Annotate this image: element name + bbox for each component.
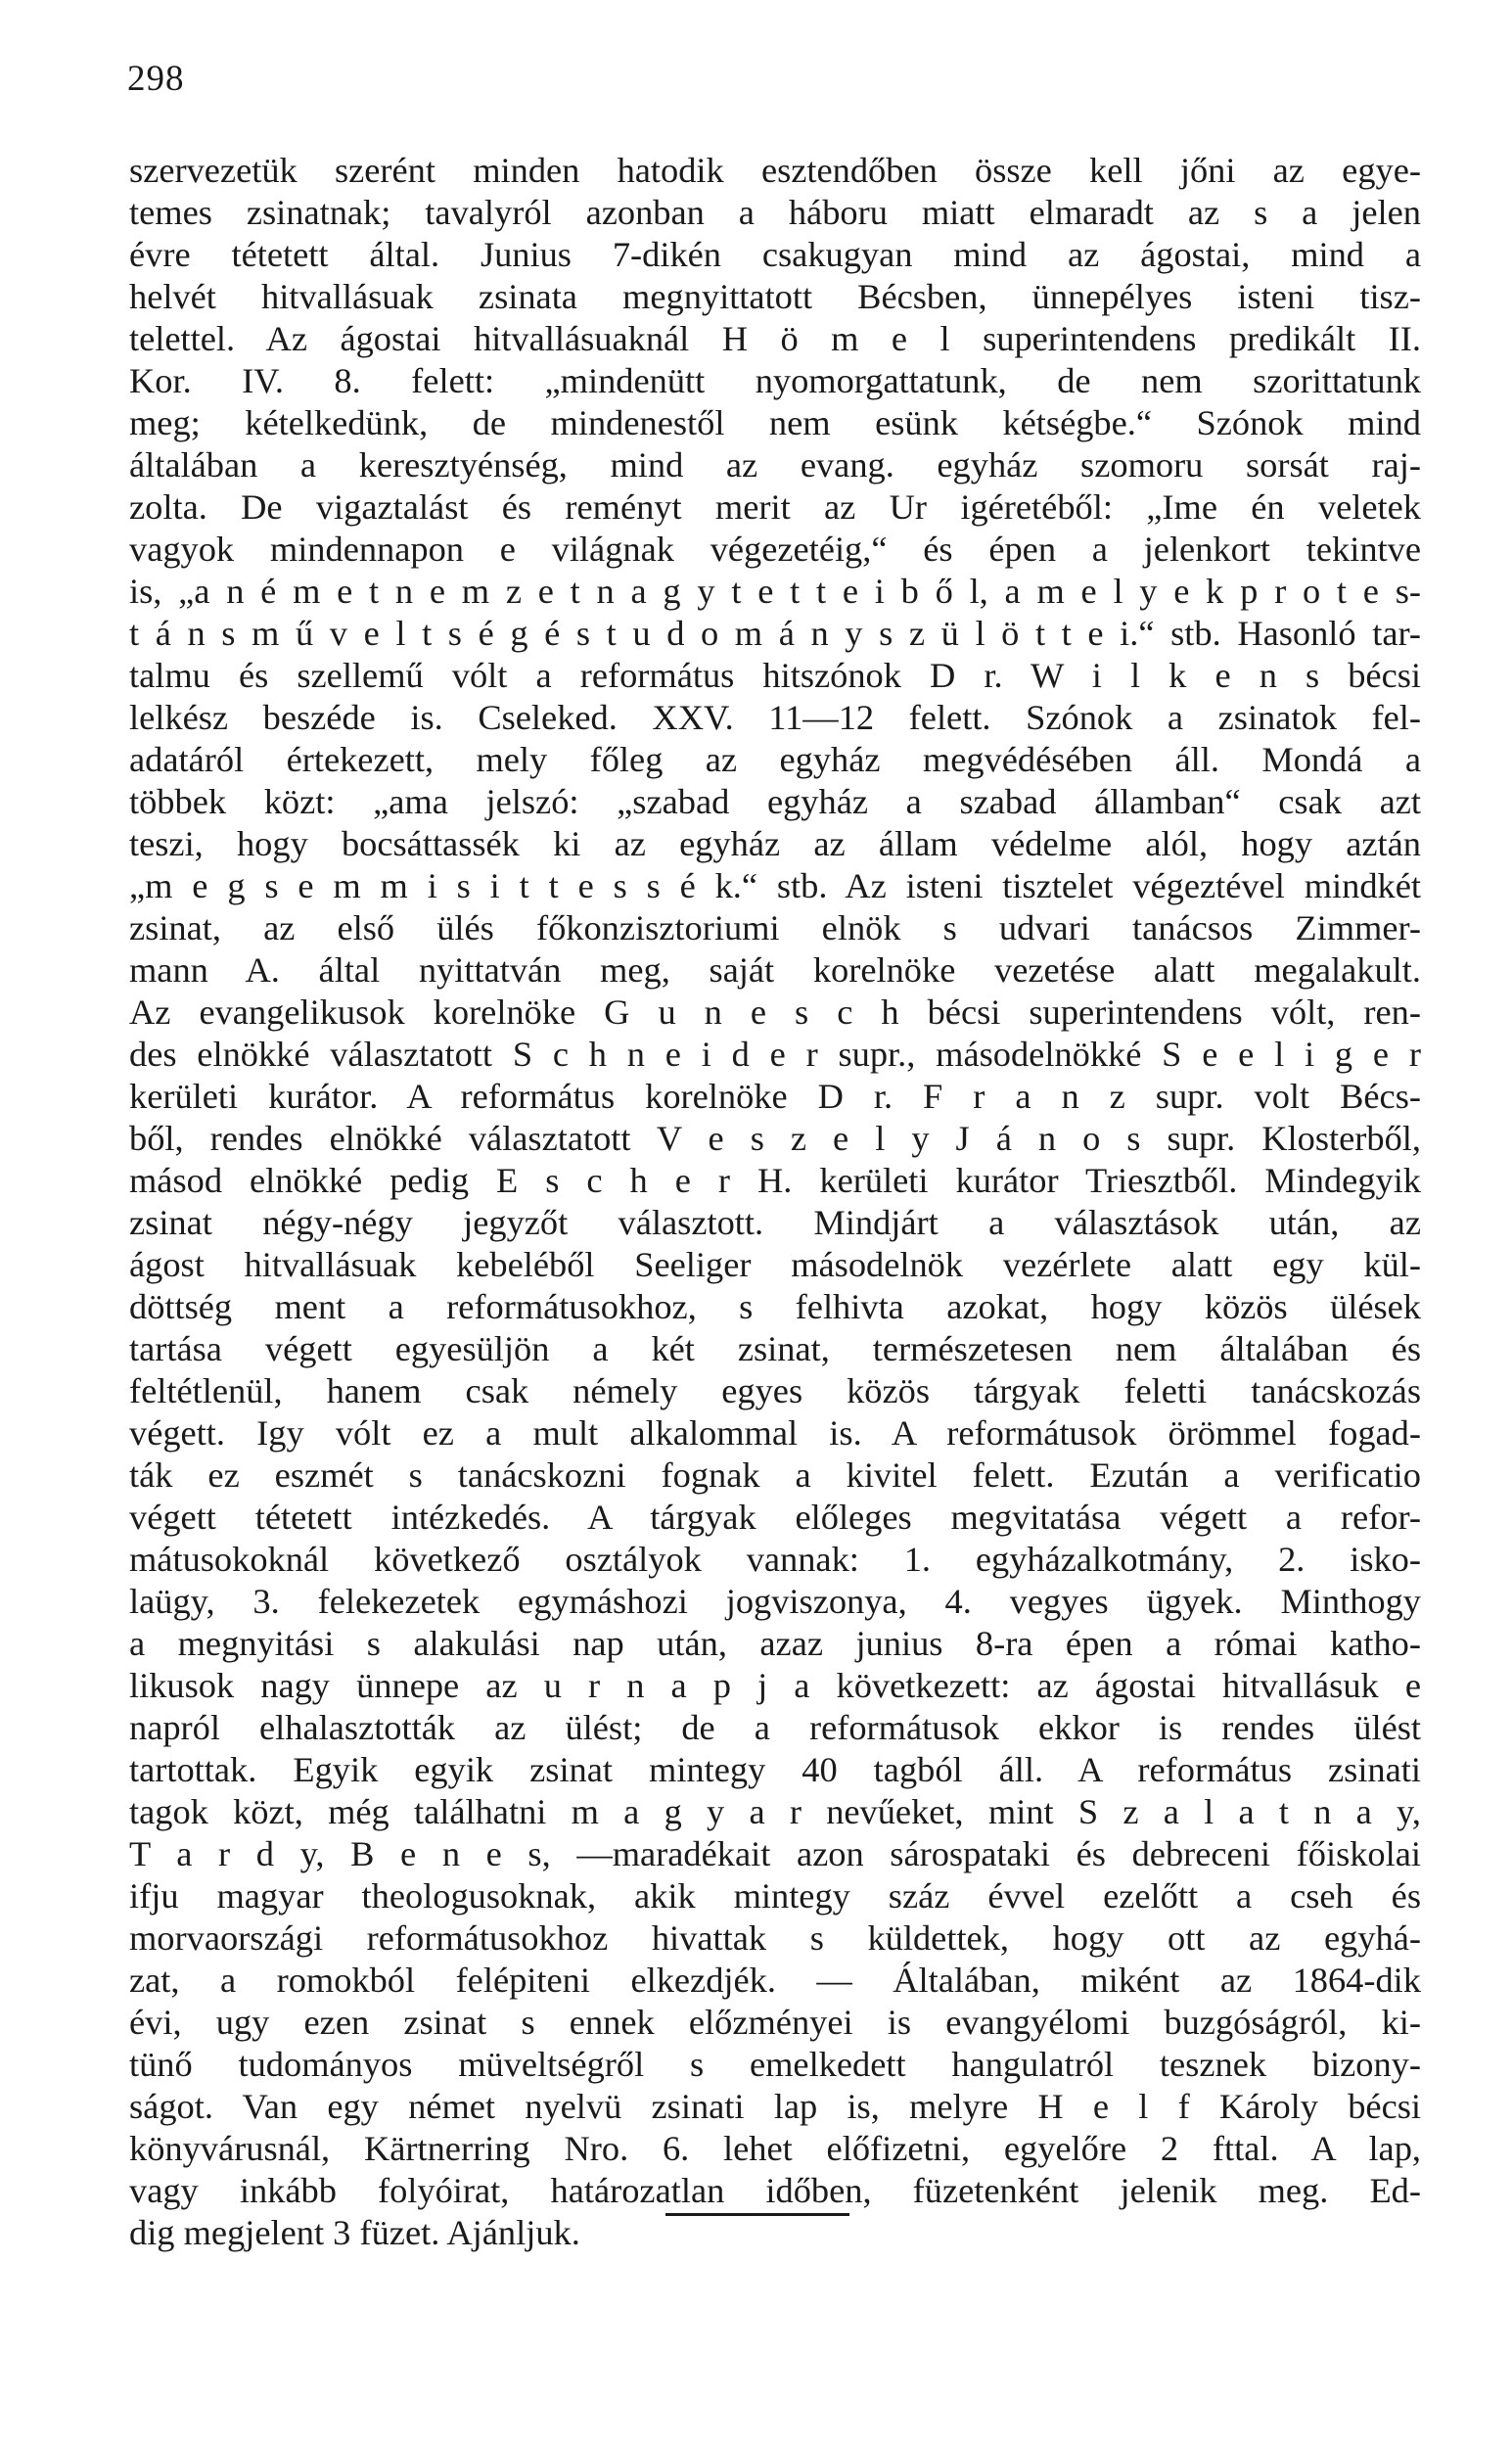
- text-line: „m e g s e m m i s i t t e s s é k.“ stb. Az isteni tisztelet végeztével mindkét: [129, 866, 1421, 905]
- text-line: végett tétetett intézkedés. A tárgyak előleges megvitatása végett a refor-: [129, 1498, 1421, 1537]
- text-line: tartása végett egyesüljön a két zsinat, természetesen nem általában és: [129, 1329, 1421, 1368]
- text-line: ágost hitvallásuak kebeléből Seeliger másodelnök vezérlete alatt egy kül-: [129, 1245, 1421, 1284]
- text-line: Az evangelikusok korelnöke G u n e s c h bécsi superintendens vólt, ren-: [129, 993, 1421, 1032]
- text-line: könyvárusnál, Kärtnerring Nro. 6. lehet előfizetni, egyelőre 2 fttal. A lap,: [129, 2129, 1421, 2168]
- text-line: temes zsinatnak; tavalyról azonban a háboru miatt elmaradt az s a jelen: [129, 193, 1421, 232]
- text-line: a megnyitási s alakulási nap után, azaz junius 8-ra épen a római katho-: [129, 1624, 1421, 1663]
- text-line: ságot. Van egy német nyelvü zsinati lap is, melyre H e l f Károly bécsi: [129, 2087, 1421, 2126]
- text-line: döttség ment a reformátusokhoz, s felhivta azokat, hogy közös ülések: [129, 1287, 1421, 1326]
- text-line: t á n s m ű v e l t s é g é s t u d o m á n y s z ü l ö t t e i.“ stb. Hasonló tar-: [129, 614, 1421, 653]
- text-line: évre tétetett által. Junius 7-dikén csakugyan mind az ágostai, mind a: [129, 235, 1421, 274]
- text-line: ták ez eszmét s tanácskozni fognak a kivitel felett. Ezután a verificatio: [129, 1455, 1421, 1495]
- text-line: kerületi kurátor. A református korelnöke D r. F r a n z supr. volt Bécs-: [129, 1077, 1421, 1116]
- text-line: dig megjelent 3 füzet. Ajánljuk.: [129, 2213, 580, 2252]
- text-line: zsinat, az első ülés főkonzisztoriumi elnök s udvari tanácsos Zimmer-: [129, 908, 1421, 947]
- text-line: feltétlenül, hanem csak némely egyes közös tárgyak feletti tanácskozás: [129, 1371, 1421, 1410]
- text-line: meg; kételkedünk, de mindenestől nem esünk kétségbe.“ Szónok mind: [129, 403, 1421, 442]
- text-line: tagok közt, még találhatni m a g y a r nevűeket, mint S z a l a t n a y,: [129, 1792, 1421, 1831]
- text-line: vagyok mindennapon e világnak végezetéig,“ és épen a jelenkort tekintve: [129, 530, 1421, 569]
- text-line: szervezetük szerént minden hatodik esztendőben össze kell jőni az egye-: [129, 151, 1421, 190]
- text-line: mann A. által nyittatván meg, saját korelnöke vezetése alatt megalakult.: [129, 950, 1421, 990]
- text-line: ből, rendes elnökké választatott V e s z e l y J á n o s supr. Klosterből,: [129, 1119, 1421, 1158]
- text-line: végett. Igy vólt ez a mult alkalommal is. A reformátusok örömmel fogad-: [129, 1413, 1421, 1453]
- text-line: helvét hitvallásuak zsinata megnyittatott Bécsben, ünnepélyes isteni tisz-: [129, 277, 1421, 316]
- page-number: 298: [127, 59, 185, 99]
- text-line: likusok nagy ünnepe az u r n a p j a következett: az ágostai hitvallásuk e: [129, 1666, 1421, 1705]
- text-line: laügy, 3. felekezetek egymáshozi jogviszonya, 4. vegyes ügyek. Minthogy: [129, 1582, 1421, 1621]
- text-line: telettel. Az ágostai hitvallásuaknál H ö m e l superintendens predikált II.: [129, 319, 1421, 358]
- end-rule-divider: [665, 2213, 849, 2216]
- text-line: morvaországi reformátusokhoz hivattak s küldettek, hogy ott az egyhá-: [129, 1918, 1421, 1958]
- text-line: zolta. De vigaztalást és reményt merit az Ur igéretéből: „Ime én veletek: [129, 487, 1421, 527]
- text-line: évi, ugy ezen zsinat s ennek előzményei is evangyélomi buzgóságról, ki-: [129, 2003, 1421, 2042]
- text-line: zsinat négy-négy jegyzőt választott. Mindjárt a választások után, az: [129, 1203, 1421, 1242]
- text-line: des elnökké választatott S c h n e i d e r supr., másodelnökké S e e l i g e r: [129, 1035, 1421, 1074]
- text-line: többek közt: „ama jelszó: „szabad egyház a szabad államban“ csak azt: [129, 782, 1421, 821]
- text-line: zat, a romokból felépiteni elkezdjék. — Általában, miként az 1864-dik: [129, 1961, 1421, 2000]
- text-line: másod elnökké pedig E s c h e r H. kerületi kurátor Triesztből. Mindegyik: [129, 1161, 1421, 1200]
- body-text: [129, 150, 1421, 2254]
- text-line: T a r d y, B e n e s, —maradékait azon sárospataki és debreceni főiskolai: [129, 1834, 1421, 1873]
- text-line: mátusokoknál következő osztályok vannak: 1. egyházalkotmány, 2. isko-: [129, 1540, 1421, 1579]
- text-line: általában a keresztyénség, mind az evang. egyház szomoru sorsát raj-: [129, 445, 1421, 485]
- text-line: teszi, hogy bocsáttassék ki az egyház az állam védelme alól, hogy aztán: [129, 824, 1421, 863]
- text-line: napról elhalasztották az ülést; de a reformátusok ekkor is rendes ülést: [129, 1708, 1421, 1747]
- text-line: vagy inkább folyóirat, határozatlan időben, füzetenként jelenik meg. Ed-: [129, 2171, 1421, 2210]
- text-line: lelkész beszéde is. Cseleked. XXV. 11—12 felett. Szónok a zsinatok fel-: [129, 698, 1421, 737]
- text-line: tünő tudományos müveltségről s emelkedett hangulatról tesznek bizony-: [129, 2045, 1421, 2084]
- text-line: talmu és szellemű vólt a református hitszónok D r. W i l k e n s bécsi: [129, 656, 1421, 695]
- text-line: ifju magyar theologusoknak, akik mintegy száz évvel ezelőtt a cseh és: [129, 1876, 1421, 1916]
- text-line: tartottak. Egyik egyik zsinat mintegy 40 tagból áll. A református zsinati: [129, 1750, 1421, 1789]
- text-line: is, „a n é m e t n e m z e t n a g y t e t t e i b ő l, a m e l y e k p r o t e s-: [129, 572, 1421, 611]
- text-line: Kor. IV. 8. felett: „mindenütt nyomorgattatunk, de nem szorittatunk: [129, 361, 1421, 400]
- text-line: adatáról értekezett, mely főleg az egyház megvédésében áll. Mondá a: [129, 740, 1421, 779]
